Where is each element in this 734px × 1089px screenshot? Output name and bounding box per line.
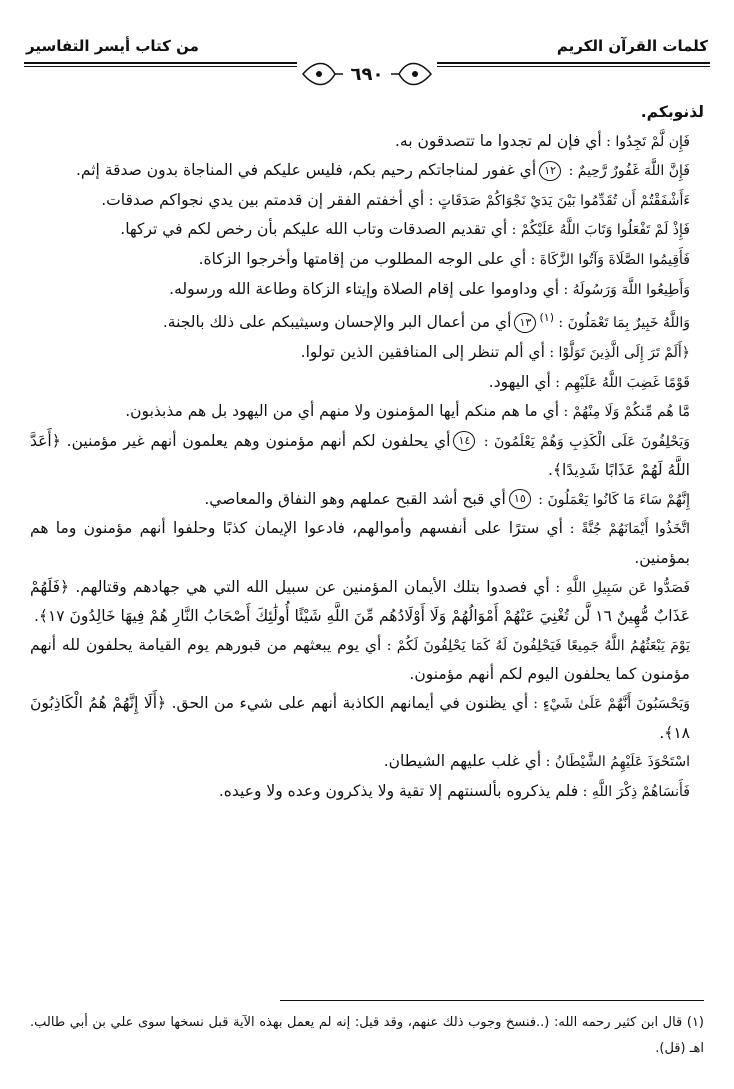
entry: اسْتَحْوَذَ عَلَيْهِمُ الشَّيْطَانُ : أي غلب عليهم الشيطان.	[30, 747, 704, 777]
footnote-ref: (١)	[539, 311, 554, 325]
entry: قَوْمًا غَضِبَ اللَّهُ عَلَيْهِم : أي اليهود.	[30, 368, 704, 398]
entry: فَإِذْ لَمْ تَفْعَلُوا وَتَابَ اللَّهُ عَلَيْكُمْ : أي تقديم الصدقات وتاب الله عليكم بأن رخص لكم في تركها.	[30, 215, 704, 245]
quran-phrase: فَأَنسَاهُمْ ذِكْرَ اللَّهِ :	[578, 784, 690, 800]
entry: مَّا هُم مِّنكُمْ وَلَا مِنْهُمْ : أي ما هم منكم أيها المؤمنون ولا منهم أي من اليهود بل هم مذبذبون.	[30, 397, 704, 427]
entry: لذنوبكم.	[640, 103, 704, 121]
quran-phrase: وَأَطِيعُوا اللَّهَ وَرَسُولَهُ :	[559, 282, 690, 298]
entry: ءَأَشْفَقْتُمْ أَن تُقَدِّمُوا بَيْنَ يَدَيْ نَجْوَاكُمْ صَدَقَاتٍ : أي أخفتم الفقر إن قدمتم بين يدي نجواكم صدقات.	[30, 186, 704, 216]
source-title: من كتاب أيسر التفاسير	[26, 37, 199, 55]
page-number-ornament	[297, 52, 437, 96]
page-number: ٦٩٠	[350, 63, 384, 85]
verse-number-icon: ١٢	[539, 161, 561, 181]
entry: اتَّخَذُوا أَيْمَانَهُمْ جُنَّةً : أي سترًا على أنفسهم وأموالهم، فادعوا الإيمان كذبًا وحلفوا أنهم مؤمنون وما هم بمؤمنين.	[30, 514, 704, 572]
entry: وَيَحْلِفُونَ عَلَى الْكَذِبِ وَهُمْ يَعْلَمُونَ : ١٤أي يحلفون لكم أنهم مؤمنون وهم يعلمون أنهم غير مؤمنين. ﴿أَعَدَّ اللَّهُ لَهُمْ عَذَابًا شَدِيدًا﴾.	[30, 427, 704, 485]
footnote-marker: (١)	[686, 1015, 704, 1030]
entry: وَاللَّهُ خَبِيرٌ بِمَا تَعْمَلُونَ : $^{(١)}$١٣أي من أعمال البر والإحسان وسيثيبكم على ذلك بالجنة.	[30, 304, 704, 338]
entry: إِنَّهُمْ سَاءَ مَا كَانُوا يَعْمَلُونَ : ١٥أي قبح أشد القبح عملهم وهو النفاق والمعاصي.	[30, 485, 704, 515]
entry: فَأَقِيمُوا الصَّلَاةَ وَآتُوا الزَّكَاةَ : أي على الوجه المطلوب من إقامتها وأخرجوا الزكاة.	[30, 245, 704, 275]
entry: فَصَدُّوا عَن سَبِيلِ اللَّهِ : أي فصدوا بتلك الأيمان المؤمنين عن سبيل الله التي هي جهادهم وقتالهم. ﴿فَلَهُمْ عَذَابٌ مُّهِينٌ ١٦ لَّن تُغْنِيَ عَنْهُمْ أَمْوَالُهُمْ وَلَا أَوْلَادُهُم مِّنَ اللَّهِ شَيْئًا أُولَٰئِكَ أَصْحَابُ النَّارِ هُمْ فِيهَا خَالِدُونَ ١٧﴾.	[30, 573, 704, 631]
quran-phrase: اتَّخَذُوا أَيْمَانَهُمْ جُنَّةً :	[563, 521, 690, 537]
entry: فَأَنسَاهُمْ ذِكْرَ اللَّهِ : فلم يذكروه بألسنتهم إلا تقية ولا يذكرون وعده ولا وعيده.	[30, 777, 704, 807]
quran-phrase: قَوْمًا غَضِبَ اللَّهُ عَلَيْهِم :	[551, 375, 690, 391]
verse-number-icon: ١٣	[514, 313, 536, 333]
quran-phrase: ءَأَشْفَقْتُمْ أَن تُقَدِّمُوا بَيْنَ يَدَيْ نَجْوَاكُمْ صَدَقَاتٍ :	[424, 193, 690, 209]
quran-quote: ﴿أَعَدَّ اللَّهُ لَهُمْ عَذَابًا شَدِيدًا﴾.	[30, 431, 690, 480]
footnote-text: قال ابن كثير رحمه الله: (..فنسخ وجوب ذلك عنهم، وقد قيل: إنه لم يعمل بهذه الآية قبل نسخها سوى علي بن أبي طالب. اهـ (قل).	[30, 1015, 704, 1056]
entry: وَأَطِيعُوا اللَّهَ وَرَسُولَهُ : أي وداوموا على إقام الصلاة وإيتاء الزكاة وطاعة الله ورسوله.	[30, 275, 704, 305]
quran-quote: ﴿أَلَا إِنَّهُمْ هُمُ الْكَاذِبُونَ ١٨﴾.	[30, 694, 690, 742]
verse-number-icon: ١٥	[509, 489, 531, 509]
entry: فَإِنَّ اللَّهَ غَفُورٌ رَّحِيمٌ : ١٢أي غفور لمناجاتكم رحيم بكم، فليس عليكم في المناجاة بدون صدقة إثم.	[30, 156, 704, 186]
quran-phrase: مَّا هُم مِّنكُمْ وَلَا مِنْهُمْ :	[559, 404, 690, 420]
entry: وَيَحْسَبُونَ أَنَّهُمْ عَلَىٰ شَيْءٍ : أي يظنون في أيمانهم الكاذبة أنهم على شيء من الحق. ﴿أَلَا إِنَّهُمْ هُمُ الْكَاذِبُونَ ١٨﴾.	[30, 689, 704, 747]
quran-phrase: ﴿أَلَمْ تَرَ إِلَى الَّذِينَ تَوَلَّوْا :	[545, 345, 690, 361]
verse-number-icon: ١٤	[453, 431, 475, 451]
quran-phrase: فَصَدُّوا عَن سَبِيلِ اللَّهِ :	[550, 580, 690, 596]
quran-phrase: إِنَّهُمْ سَاءَ مَا كَانُوا يَعْمَلُونَ :	[534, 492, 690, 508]
quran-phrase: فَإِن لَّمْ تَجِدُوا :	[602, 134, 690, 150]
quran-quote: ﴿فَلَهُمْ عَذَابٌ مُّهِينٌ ١٦ لَّن تُغْنِيَ عَنْهُمْ أَمْوَالُهُمْ وَلَا أَوْلَادُهُم مِّنَ اللَّهِ شَيْئًا أُولَٰئِكَ أَصْحَابُ النَّارِ هُمْ فِيهَا خَالِدُونَ ١٧﴾.	[30, 577, 690, 626]
quran-phrase: وَاللَّهُ خَبِيرٌ بِمَا تَعْمَلُونَ :	[554, 315, 690, 331]
quran-phrase: وَيَحْسَبُونَ أَنَّهُمْ عَلَىٰ شَيْءٍ :	[528, 696, 690, 712]
entry: فَإِن لَّمْ تَجِدُوا : أي فإن لم تجدوا ما تتصدقون به.	[30, 127, 704, 157]
quran-phrase: فَأَقِيمُوا الصَّلَاةَ وَآتُوا الزَّكَاةَ :	[526, 252, 690, 268]
quran-phrase: وَيَحْلِفُونَ عَلَى الْكَذِبِ وَهُمْ يَعْلَمُونَ :	[478, 434, 690, 450]
footnote	[30, 1010, 704, 1062]
footnote-separator	[280, 1000, 704, 1001]
quran-phrase: فَإِنَّ اللَّهَ غَفُورٌ رَّحِيمٌ :	[564, 163, 690, 179]
commentary-body	[30, 98, 704, 806]
entry: يَوْمَ يَبْعَثُهُمُ اللَّهُ جَمِيعًا فَيَحْلِفُونَ لَهُ كَمَا يَحْلِفُونَ لَكُمْ : أي يوم يبعثهم من قبورهم يوم القيامة يحلفون لله أنهم مؤمنون كما يحلفون اليوم لكم أنهم مؤمنون.	[30, 631, 704, 689]
quran-phrase: فَإِذْ لَمْ تَفْعَلُوا وَتَابَ اللَّهُ عَلَيْكُمْ :	[507, 222, 690, 238]
quran-phrase: اسْتَحْوَذَ عَلَيْهِمُ الشَّيْطَانُ :	[541, 754, 690, 770]
quran-phrase: يَوْمَ يَبْعَثُهُمُ اللَّهُ جَمِيعًا فَيَحْلِفُونَ لَهُ كَمَا يَحْلِفُونَ لَكُمْ :	[381, 638, 690, 654]
entry: ﴿أَلَمْ تَرَ إِلَى الَّذِينَ تَوَلَّوْا : أي ألم تنظر إلى المنافقين الذين تولوا.	[30, 338, 704, 368]
book-title: كلمات القرآن الكريم	[556, 37, 708, 55]
